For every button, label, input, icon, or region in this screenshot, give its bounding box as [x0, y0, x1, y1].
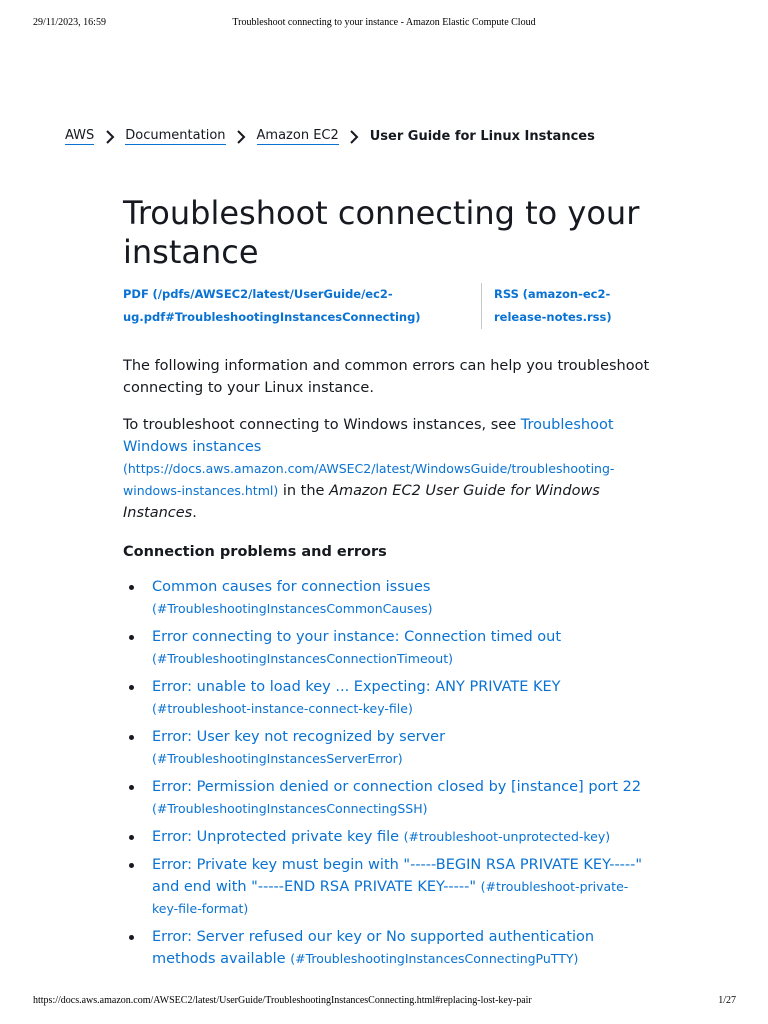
toc-link-anchor: (#troubleshoot-unprotected-key) [403, 829, 611, 844]
list-item[interactable] [123, 726, 653, 770]
bullet-icon [129, 935, 134, 940]
toc-link-anchor: (#TroubleshootingInstancesConnectionTimeout) [152, 651, 453, 666]
toc-link-anchor: (#TroubleshootingInstancesConnectingSSH) [152, 801, 428, 816]
print-datetime: 29/11/2023, 16:59 [33, 17, 106, 28]
rss-label: RSS [494, 287, 519, 301]
bullet-icon [129, 835, 134, 840]
list-item[interactable] [123, 776, 653, 820]
windows-middle: in the [278, 483, 330, 499]
chevron-right-icon [226, 130, 257, 144]
rss-link[interactable] [494, 283, 634, 329]
section-heading: Connection problems and errors [123, 544, 387, 560]
breadcrumb-documentation[interactable]: Documentation [125, 128, 226, 143]
toc-link-text: Common causes for connection issues [152, 579, 431, 595]
bullet-icon [129, 735, 134, 740]
toc-link-anchor: (#TroubleshootingInstancesServerError) [152, 751, 403, 766]
toc-link-text: Error: Server refused our key or No supported authentication methods available [152, 929, 595, 967]
toc-link-anchor: (#TroubleshootingInstancesCommonCauses) [152, 601, 433, 616]
windows-prefix: To troubleshoot connecting to Windows instances, see [123, 417, 521, 433]
list-item[interactable] [123, 676, 653, 720]
intro-paragraph: The following information and common errors can help you troubleshoot connecting to your Linux instance. [123, 358, 650, 396]
toc-link-text: Error: User key not recognized by server [152, 729, 446, 745]
list-item[interactable] [123, 576, 653, 620]
toc-link-anchor: (#troubleshoot-private-key-file-format) [152, 879, 629, 916]
print-page-number: 1/27 [718, 995, 736, 1006]
resource-links [123, 283, 653, 329]
main-content [123, 194, 653, 976]
list-item[interactable] [123, 826, 653, 848]
chevron-right-icon [94, 130, 125, 144]
list-item[interactable] [123, 626, 653, 670]
toc-link-anchor: (#TroubleshootingInstancesConnectingPuTTY) [290, 951, 579, 966]
print-url: https://docs.aws.amazon.com/AWSEC2/latest/UserGuide/TroubleshootingInstancesConnecting.html#replacing-lost-key-pair [33, 995, 532, 1006]
print-page-title: Troubleshoot connecting to your instance - Amazon Elastic Compute Cloud [232, 17, 536, 28]
toc-link-text: Error: Private key must begin with "-----BEGIN RSA PRIVATE KEY-----" and end with "-----END RSA PRIVATE KEY-----" [152, 857, 643, 895]
resource-divider [481, 283, 482, 329]
toc-link-text: Error: Unprotected private key file [152, 829, 400, 845]
list-item[interactable] [123, 926, 653, 970]
toc-link-text: Error: Permission denied or connection closed by [instance] port 22 [152, 779, 642, 795]
bullet-icon [129, 863, 134, 868]
windows-paragraph [123, 414, 653, 524]
pdf-link[interactable] [123, 283, 481, 329]
bullet-icon [129, 635, 134, 640]
breadcrumb-amazon-ec2[interactable]: Amazon EC2 [256, 128, 339, 143]
list-item[interactable] [123, 854, 653, 920]
pdf-url: (/pdfs/AWSEC2/latest/UserGuide/ec2-ug.pdf#TroubleshootingInstancesConnecting) [123, 287, 421, 324]
windows-troubleshoot-link[interactable]: Troubleshoot Windows instances [123, 417, 614, 455]
windows-guide-name: Amazon EC2 User Guide for Windows Instances [123, 483, 600, 521]
toc-link-text: Error connecting to your instance: Connection timed out [152, 629, 562, 645]
windows-suffix: . [192, 505, 197, 521]
breadcrumb-aws[interactable]: AWS [65, 128, 95, 143]
breadcrumb [65, 128, 595, 145]
page-title: Troubleshoot connecting to your instance [123, 194, 640, 271]
pdf-label: PDF [123, 287, 149, 301]
toc-link-text: Error: unable to load key ... Expecting: ANY PRIVATE KEY [152, 679, 561, 695]
bullet-icon [129, 585, 134, 590]
chevron-right-icon [339, 130, 370, 144]
breadcrumb-current: User Guide for Linux Instances [369, 129, 595, 144]
toc-link-anchor: (#troubleshoot-instance-connect-key-file) [152, 701, 413, 716]
rss-url: (amazon-ec2-release-notes.rss) [494, 287, 612, 324]
bullet-icon [129, 785, 134, 790]
toc-list [123, 576, 653, 970]
bullet-icon [129, 685, 134, 690]
windows-troubleshoot-url[interactable]: (https://docs.aws.amazon.com/AWSEC2/latest/WindowsGuide/troubleshooting-windows-instances.html) [123, 461, 615, 498]
